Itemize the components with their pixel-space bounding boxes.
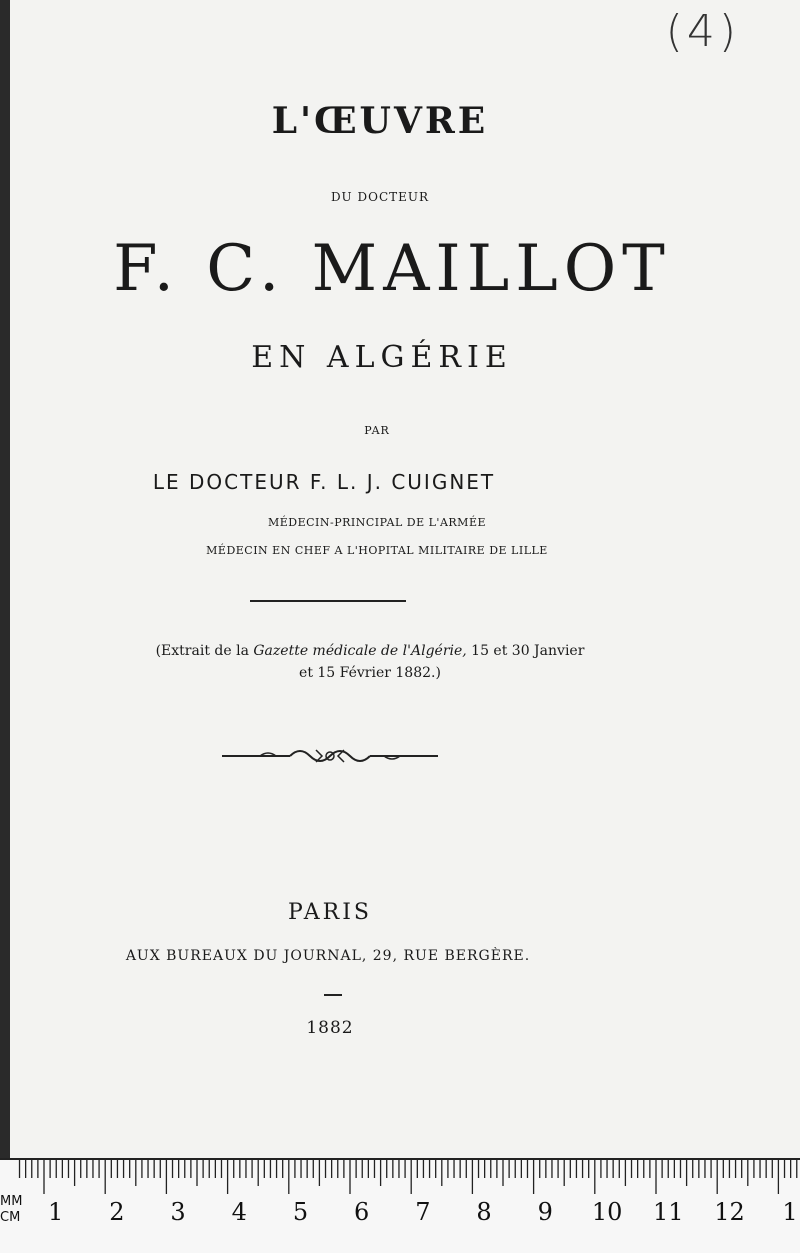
handwritten-folio-note: (4) xyxy=(665,6,740,57)
ruler-number: 5 xyxy=(292,1198,309,1226)
measurement-ruler xyxy=(0,1158,800,1253)
title-line-du-docteur: DU DOCTEUR xyxy=(330,190,430,204)
ruler-number: 2 xyxy=(109,1198,125,1226)
ruler-number: 3 xyxy=(170,1198,186,1226)
author-role-1: MÉDECIN-PRINCIPAL DE L'ARMÉE xyxy=(267,516,487,529)
decorative-ornament xyxy=(220,742,440,770)
horizontal-rule xyxy=(250,600,406,602)
title-line-algerie: EN ALGÉRIE xyxy=(251,340,513,375)
title-line-oeuvre: L'ŒUVRE xyxy=(271,100,489,142)
ruler-number: 9 xyxy=(537,1198,553,1226)
imprint-year: 1882 xyxy=(306,1018,354,1038)
imprint-publisher: AUX BUREAUX DU JOURNAL, 29, RUE BERGÈRE. xyxy=(125,948,531,964)
ruler-number: 8 xyxy=(476,1198,492,1226)
ruler-ticks xyxy=(0,1160,800,1200)
extract-journal: Gazette médicale de l'Algérie, xyxy=(253,643,467,659)
imprint-dash xyxy=(324,994,342,996)
ruler-number: 6 xyxy=(354,1198,370,1226)
extract-line2: et 15 Février 1882.) xyxy=(299,665,441,681)
ruler-number: 11 xyxy=(653,1198,684,1226)
title-line-maillot: F. C. MAILLOT xyxy=(113,232,671,306)
ruler-number: 4 xyxy=(231,1198,247,1226)
ruler-number: 1 xyxy=(782,1198,798,1226)
extract-note xyxy=(90,640,650,684)
ruler-label-mm: MM xyxy=(0,1194,23,1209)
ruler-label-cm: CM xyxy=(0,1210,21,1225)
ruler-number: 10 xyxy=(591,1198,623,1226)
ruler-number: 1 xyxy=(48,1198,64,1226)
extract-prefix: (Extrait de la xyxy=(155,643,254,659)
ruler-number: 12 xyxy=(714,1198,745,1226)
extract-suffix: 15 et 30 Janvier xyxy=(466,643,585,659)
par-label: PAR xyxy=(364,424,390,437)
ruler-number: 7 xyxy=(415,1198,431,1226)
author-name: LE DOCTEUR F. L. J. CUIGNET xyxy=(152,470,496,494)
imprint-city: PARIS xyxy=(288,900,372,925)
author-role-2: MÉDECIN EN CHEF A L'HOPITAL MILITAIRE DE LILLE xyxy=(206,544,548,557)
